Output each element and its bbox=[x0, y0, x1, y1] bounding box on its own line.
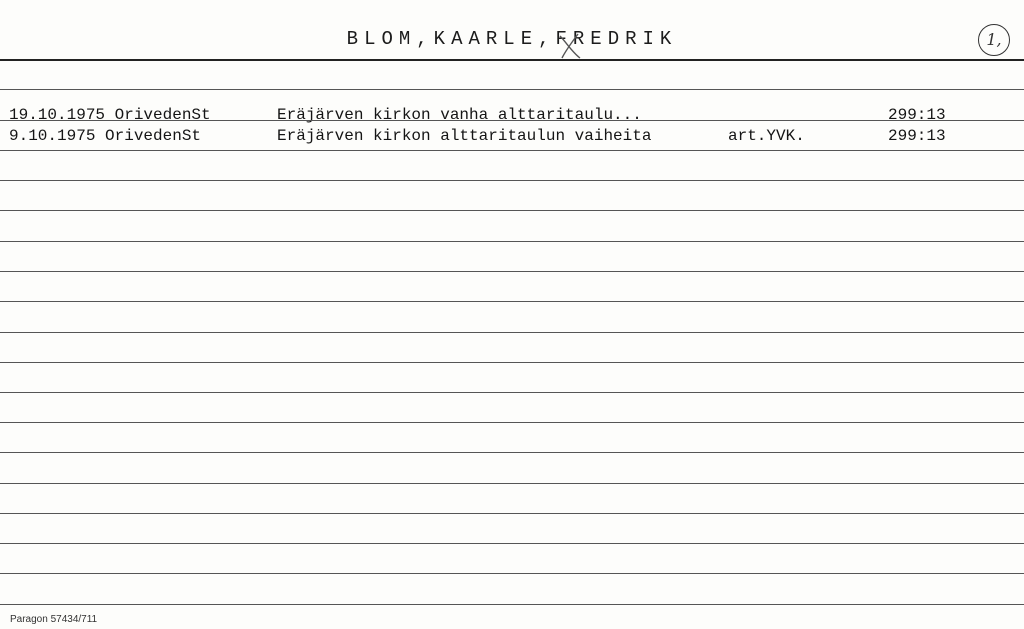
ruled-line bbox=[0, 120, 1024, 121]
ruled-line bbox=[0, 422, 1024, 423]
ruled-line bbox=[0, 89, 1024, 90]
entry-title: Eräjärven kirkon alttaritaulun vaiheita bbox=[277, 127, 652, 145]
ruled-line bbox=[0, 362, 1024, 363]
printer-imprint: Paragon 57434/711 bbox=[10, 614, 98, 625]
header-rule bbox=[0, 59, 1024, 61]
entry-title: Eräjärven kirkon vanha alttaritaulu... bbox=[277, 106, 642, 124]
ruled-line bbox=[0, 573, 1024, 574]
ruled-line bbox=[0, 483, 1024, 484]
ruled-line bbox=[0, 241, 1024, 242]
entry-reference: 299:13 bbox=[888, 127, 946, 145]
ruled-line bbox=[0, 332, 1024, 333]
ruled-line bbox=[0, 271, 1024, 272]
entry-date-place: 9.10.1975 OrivedenSt bbox=[9, 127, 202, 145]
ruled-line bbox=[0, 513, 1024, 514]
ruled-line bbox=[0, 150, 1024, 151]
ruled-line bbox=[0, 452, 1024, 453]
entry-date-place: 19.10.1975 OrivedenSt bbox=[9, 106, 211, 124]
card-entry bbox=[0, 127, 1024, 147]
ruled-line bbox=[0, 604, 1024, 605]
ruled-line bbox=[0, 210, 1024, 211]
ruled-line bbox=[0, 180, 1024, 181]
ruled-line bbox=[0, 392, 1024, 393]
card-number-badge: 1, bbox=[978, 24, 1010, 56]
ruled-line bbox=[0, 543, 1024, 544]
card-entry bbox=[0, 106, 1024, 126]
card-heading: BLOM,KAARLE,FREDRIK bbox=[346, 28, 678, 50]
entry-note: art.YVK. bbox=[728, 127, 805, 145]
ruled-line bbox=[0, 301, 1024, 302]
handwritten-mark bbox=[556, 30, 586, 60]
entry-reference: 299:13 bbox=[888, 106, 946, 124]
